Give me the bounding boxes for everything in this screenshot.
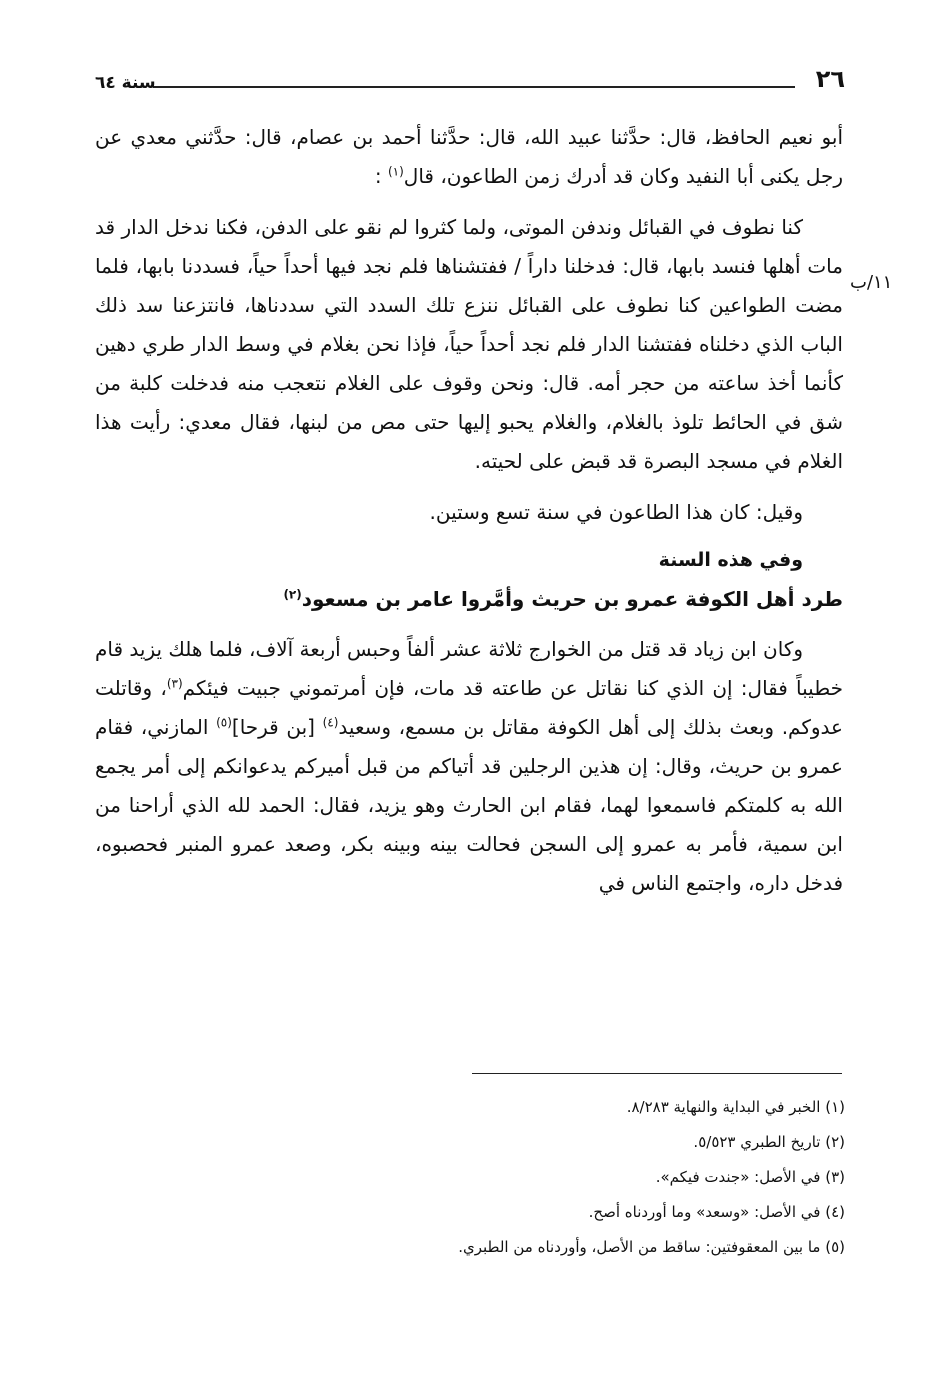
- page-number: ٢٦: [815, 65, 845, 93]
- paragraph-isnad: [95, 118, 843, 196]
- footnote-marker: (٥): [216, 715, 232, 730]
- footnote-rule: [472, 1073, 842, 1074]
- paragraph-part: المازني، فقام عمرو بن حريث، وقال: إن هذين الرجلين قد أتياكم من قبل أميركم يدعوانكم إلى أمر يجمع الله به كلمتكم فاسمعوا لهما، فقام ابن الحارث وهو يزيد، فقال: الحمد لله الذي أراحنا من ابن سمية، فأمر به عمرو إلى السجن فحالت بينه وبينه بكر، وصعد عمرو المنبر فحصبوه، فدخل داره، واجتمع الناس في: [95, 715, 843, 895]
- section-heading: وفي هذه السنة: [658, 549, 803, 571]
- paragraph-tail: :: [374, 164, 382, 188]
- paragraph-ibn-ziyad: [95, 630, 843, 903]
- footnote-item: (١) الخبر في البداية والنهاية ٨/٢٨٣.: [626, 1098, 845, 1116]
- footnote-item: (٥) ما بين المعقوفتين: ساقط من الأصل، وأوردناه من الطبري.: [458, 1238, 845, 1256]
- paragraph-date-note: وقيل: كان هذا الطاعون في سنة تسع وستين.: [429, 500, 803, 524]
- footnote-marker: (٣): [166, 676, 183, 691]
- footnote-item: (٤) في الأصل: «وسعد» وما أوردناه أصح.: [588, 1203, 845, 1221]
- manuscript-folio-ref: ١١/ب: [850, 272, 893, 293]
- paragraph-text: أبو نعيم الحافظ، قال: حدَّثنا عبيد الله، قال: حدَّثنا أحمد بن عصام، قال: حدَّثني معدي عن رجل يكنى أبا النفيد وكان قد أدرك زمن الطاعون، قال: [95, 125, 843, 188]
- header-rule: [153, 86, 795, 88]
- page-header: [95, 64, 845, 108]
- footnotes: [300, 1090, 845, 1265]
- paragraph-part: ، وقاتلت عدوكم. وبعث بذلك إلى أهل الكوفة مقاتل بن مسمع، وسعيد: [95, 676, 843, 739]
- main-text: [95, 118, 843, 903]
- section-title-text: طرد أهل الكوفة عمرو بن حريث وأمَّروا عامر بن مسعود: [301, 587, 843, 611]
- footnote-marker: (٢): [283, 587, 302, 602]
- footnote-item: (٢) تاريخ الطبري ٥/٥٢٣.: [693, 1133, 845, 1151]
- paragraph-part: وكان ابن زياد قد قتل من الخوارج ثلاثة عشر ألفاً وحبس أربعة آلاف، فلما هلك يزيد قام خطيباً فقال: إن الذي كنا نقاتل عن طاعته قد مات، فإن أمرتموني جبيت فيئكم: [95, 637, 843, 700]
- section-title: [95, 580, 843, 618]
- paragraph-narration: كنا نطوف في القبائل وندفن الموتى، ولما كثروا لم نقو على الدفن، فكنا ندخل الدار قد مات أهلها فنسد بابها، قال: فدخلنا داراً / ففتشناها فلم نجد فيها أحداً حياً، فسددنا بابها، فلما مضت الطواعين كنا نطوف على القبائل ننزع تلك السدد التي سددناها، فانتزعنا سد ذلك الباب الذي دخلناه ففتشنا الدار فلم نجد أحداً حياً، فإذا نحن بغلام في وسط الدار طري دهين كأنما أخذ ساعته من حجر أمه. قال: ونحن وقوف على الغلام نتعجب منه فدخلت كلبة من شق في الحائط تلوذ بالغلام، والغلام يحبو إليها حتى مص من لبنها، فقال معدي: رأيت هذا الغلام في مسجد البصرة قد قبض على لحيته.: [95, 215, 843, 473]
- footnote-item: (٣) في الأصل: «جندت فيكم».: [655, 1168, 845, 1186]
- running-head: سنة ٦٤: [95, 73, 156, 93]
- footnote-marker: (١): [387, 164, 404, 179]
- paragraph-part: [بن قرحا]: [231, 715, 323, 739]
- footnote-marker: (٤): [322, 715, 339, 730]
